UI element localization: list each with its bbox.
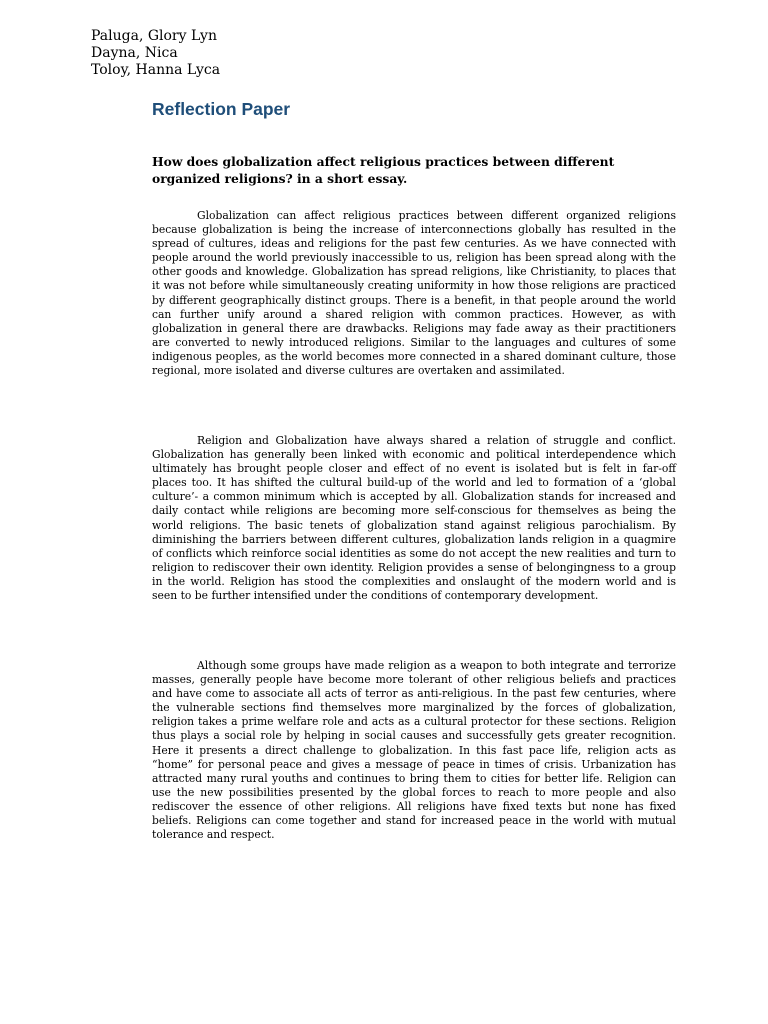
document-title: Reflection Paper [152,99,291,119]
body-paragraph: Religion and Globalization have always shared a relation of struggle and conflict. Globalization has generally been linked with economic and political interdependence which ultimately has brought people closer and effect of no event is isolated but is felt in far-off places too. It has shifted the cultural build-up of the world and led to formation of a ‘global culture’- a common minimum which is accepted by all. Globalization stands for increased and daily contact while religions are becoming more self-conscious for themselves as being the world religions. The basic tenets of globalization stand against religious parochialism. By diminishing the barriers between different cultures, globalization lands religion in a quagmire of conflicts which reinforce social identities as some do not accept the new realities and turn to religion to rediscover their own identity. Religion provides a sense of belongingness to a group in the world. Religion has stood the complexities and onslaught of the modern world and is seen to be further intensified under the conditions of contemporary development. [152,434,676,603]
author-list [91,28,220,79]
author-name: Dayna, Nica [91,45,178,61]
essay-question: How does globalization affect religious practices between different organized religions? in a short essay. [152,154,615,186]
author-name: Toloy, Hanna Lyca [91,62,221,78]
body-paragraph: Globalization can affect religious practices between different organized religions because globalization is being the increase of interconnections globally has resulted in the spread of cultures, ideas and religions for the past few centuries. As we have connected with people around the world previously inaccessible to us, religion has been spread along with the other goods and knowledge. Globalization has spread religions, like Christianity, to places that it was not before while simultaneously creating uniformity in how those religions are practiced by different geographically distinct groups. There is a benefit, in that people around the world can further unify around a shared religion with common practices. However, as with globalization in general there are drawbacks. Religions may fade away as their practitioners are converted to newly introduced religions. Similar to the languages and cultures of some indigenous peoples, as the world becomes more connected in a shared dominant culture, those regional, more isolated and diverse cultures are overtaken and assimilated. [152,209,676,378]
author-name: Paluga, Glory Lyn [91,28,217,44]
body-paragraph: Although some groups have made religion as a weapon to both integrate and terrorize masses, generally people have become more tolerant of other religious beliefs and practices and have come to associate all acts of terror as anti-religious. In the past few centuries, where the vulnerable sections find themselves more marginalized by the forces of globalization, religion takes a prime welfare role and acts as a cultural protector for these sections. Religion thus plays a social role by helping in social causes and successfully gets greater recognition. Here it presents a direct challenge to globalization. In this fast pace life, religion acts as “home” for personal peace and gives a message of peace in times of crisis. Urbanization has attracted many rural youths and continues to bring them to cities for better life. Religion can use the new possibilities presented by the global forces to reach to more people and also rediscover the essence of other religions. All religions have fixed texts but none has fixed beliefs. Religions can come together and stand for increased peace in the world with mutual tolerance and respect. [152,659,676,842]
